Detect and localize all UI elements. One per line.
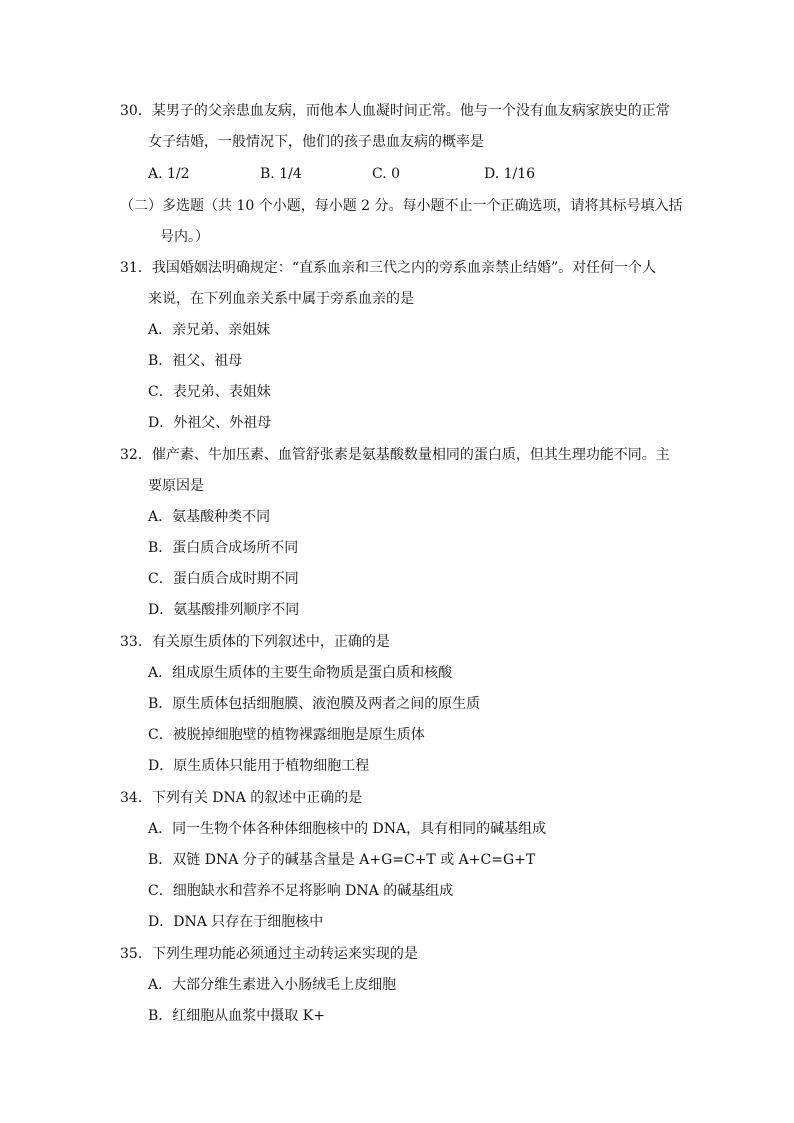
q31-option-d: D．外祖父、外祖母 <box>148 415 272 431</box>
q31-option-b: B．祖父、祖母 <box>148 353 243 369</box>
q32-option-b: B．蛋白质合成场所不同 <box>148 540 299 556</box>
q33-option-a: A．组成原生质体的主要生命物质是蛋白质和核酸 <box>148 665 453 681</box>
q30-option-a: A. 1/2 <box>148 166 190 182</box>
q31-stem-line2: 来说，在下列血亲关系中属于旁系血亲的是 <box>148 291 414 307</box>
q30-stem-line2: 女子结婚，一般情况下，他们的孩子患血友病的概率是 <box>148 134 484 150</box>
q32-option-a: A．氨基酸种类不同 <box>148 509 271 525</box>
section2-heading-line2: 号内。） <box>160 229 209 245</box>
q33-stem-line1: 33．有关原生质体的下列叙述中，正确的是 <box>120 634 390 650</box>
q32-stem-line2: 要原因是 <box>148 478 204 494</box>
q34-option-a: A．同一生物个体各种体细胞核中的 DNA，具有相同的碱基组成 <box>148 821 547 837</box>
q34-option-d: D．DNA 只存在于细胞核中 <box>148 914 324 930</box>
q31-option-a: A．亲兄弟、亲姐妹 <box>148 322 271 338</box>
q35-option-a: A．大部分维生素进入小肠绒毛上皮细胞 <box>148 977 397 993</box>
q35-stem-line1: 35．下列生理功能必须通过主动转运来实现的是 <box>120 946 418 962</box>
q32-stem-line1: 32．催产素、牛加压素、血管舒张素是氨基酸数量相同的蛋白质，但其生理功能不同。主 <box>120 447 670 463</box>
q31-stem-line1: 31．我国婚姻法明确规定：“直系血亲和三代之内的旁系血亲禁止结婚”。对任何一个人 <box>120 260 657 276</box>
q34-stem-line1: 34．下列有关 DNA 的叙述中正确的是 <box>120 790 363 806</box>
q30-stem-line1: 30．某男子的父亲患血友病，而他本人血凝时间正常。他与一个没有血友病家族史的正常 <box>120 103 670 119</box>
q32-option-d: D．氨基酸排列顺序不同 <box>148 602 300 618</box>
q30-option-b: B. 1/4 <box>260 166 302 182</box>
section2-heading-line1: （二）多选题（共 10 个小题，每小题 2 分。每小题不止一个正确选项，请将其标号填入括 <box>120 198 683 214</box>
q33-option-c: C．被脱掉细胞壁的植物裸露细胞是原生质体 <box>148 727 425 743</box>
q34-option-b: B．双链 DNA 分子的碱基含量是 A+G=C+T 或 A+C=G+T <box>148 852 536 868</box>
q35-option-b: B．红细胞从血浆中摄取 K+ <box>148 1008 325 1024</box>
q34-option-c: C．细胞缺水和营养不足将影响 DNA 的碱基组成 <box>148 883 454 899</box>
q30-option-d: D. 1/16 <box>484 166 536 182</box>
q31-option-c: C．表兄弟、表姐妹 <box>148 384 271 400</box>
q33-option-b: B．原生质体包括细胞膜、液泡膜及两者之间的原生质 <box>148 696 481 712</box>
q32-option-c: C．蛋白质合成时期不同 <box>148 571 299 587</box>
q30-option-c: C. 0 <box>372 166 401 182</box>
q33-option-d: D．原生质体只能用于植物细胞工程 <box>148 758 370 774</box>
